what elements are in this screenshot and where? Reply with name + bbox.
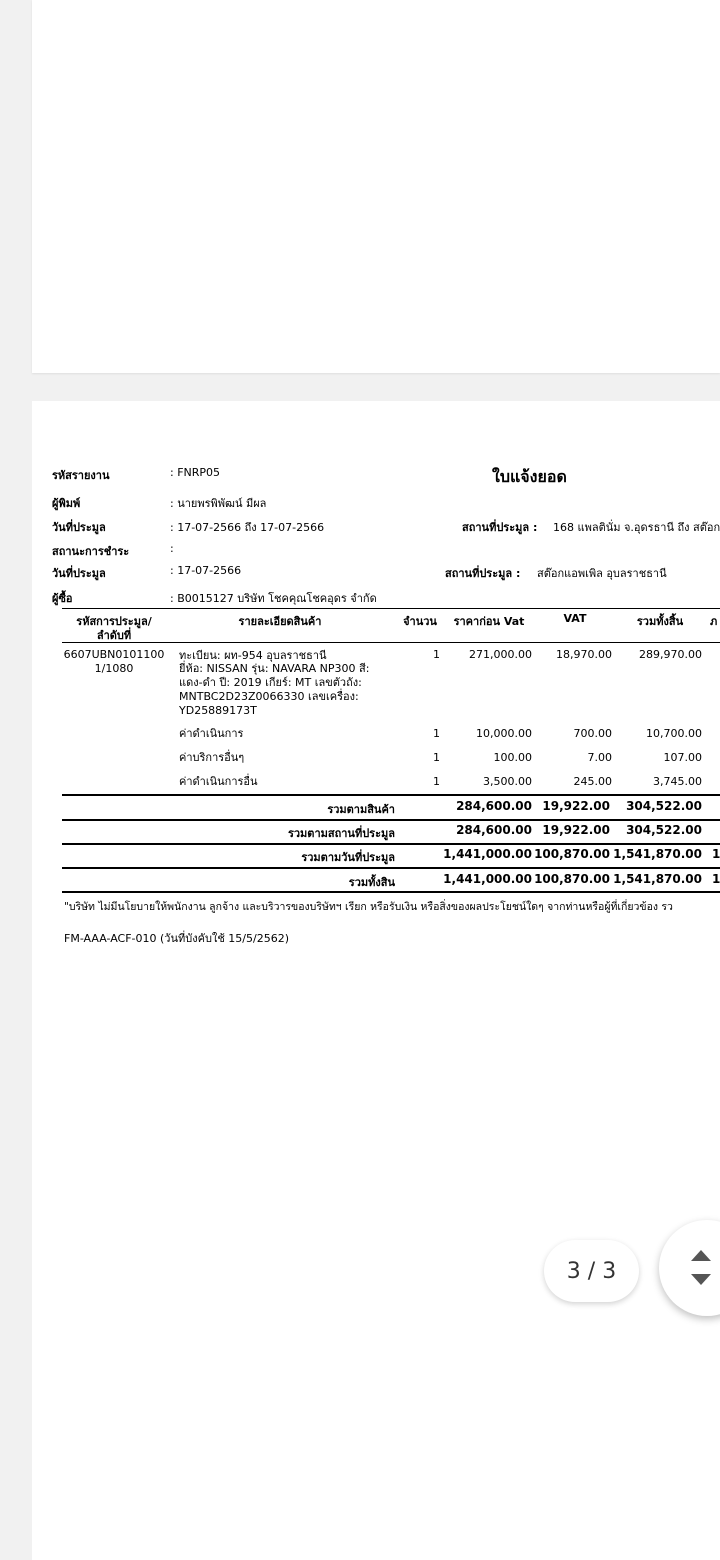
summary-before-vat: 284,600.00 <box>456 799 532 813</box>
summary-rule <box>62 794 720 796</box>
summary-label: รวมทั้งสิน <box>348 876 395 889</box>
summary-bottom-rule <box>62 891 720 893</box>
summary-label: รวมตามสถานที่ประมูล <box>287 827 395 840</box>
location-value-2: สต๊อกแอพเพิล อุบลราชธานี <box>537 567 667 580</box>
pdf-page-2 <box>32 0 720 373</box>
item-vat: 18,970.00 <box>556 648 612 661</box>
sub-item-name: ค่าดำเนินการอื่น <box>179 775 258 788</box>
item-detail-line: MNTBC2D23Z0066330 เลขเครื่อง: <box>179 690 359 703</box>
field-value-buyer: : B0015127 บริษัท โชคคุณโชคอุดร จำกัด <box>170 592 377 605</box>
field-value-payment-status: : <box>170 542 174 555</box>
sub-item-before-vat: 10,000.00 <box>476 727 532 740</box>
column-header-code-1: รหัสการประมูล/ <box>76 615 152 628</box>
item-code-line1: 6607UBN0101100 <box>63 648 165 661</box>
sub-item-qty: 1 <box>433 727 440 740</box>
field-label-report-code: รหัสรายงาน <box>52 469 110 482</box>
page-indicator-label: 3 / 3 <box>566 1258 617 1284</box>
summary-rule <box>62 867 720 869</box>
column-header-vat: VAT <box>563 612 587 625</box>
column-header-total: รวมทั้งสิ้น <box>636 615 684 628</box>
field-label-auction-date: วันที่ประมูล <box>52 567 106 580</box>
sub-item-total: 107.00 <box>663 751 702 764</box>
location-label-2: สถานที่ประมูล : <box>445 567 521 580</box>
form-code: FM-AAA-ACF-010 (วันที่บังคับใช้ 15/5/2562) <box>64 932 289 945</box>
sub-item-qty: 1 <box>433 775 440 788</box>
item-detail-line: ยี่ห้อ: NISSAN รุ่น: NAVARA NP300 สี: <box>179 662 370 675</box>
sub-item-name: ค่าบริการอื่นๆ <box>179 751 245 764</box>
field-value-printer: : นายพรพิพัฒน์ มีผล <box>170 497 267 510</box>
field-label-printer: ผู้พิมพ์ <box>52 497 81 510</box>
arrow-up-icon <box>691 1250 711 1261</box>
field-value-auction-date: : 17-07-2566 <box>170 564 242 577</box>
field-value-auction-date-range: : 17-07-2566 ถึง 17-07-2566 <box>170 521 325 534</box>
sub-item-before-vat: 3,500.00 <box>483 775 532 788</box>
sub-item-total: 10,700.00 <box>646 727 702 740</box>
location-value-1: 168 แพลตินั่ม จ.อุดรธานี ถึง สต๊อก <box>553 521 720 534</box>
sub-item-name: ค่าดำเนินการ <box>179 727 244 740</box>
item-total: 289,970.00 <box>639 648 702 661</box>
summary-extra: 1 <box>712 872 720 886</box>
sub-item-vat: 700.00 <box>573 727 612 740</box>
sub-item-vat: 7.00 <box>587 751 612 764</box>
column-header-code-2: ลำดับที่ <box>96 629 132 642</box>
field-label-buyer: ผู้ซื้อ <box>52 592 73 605</box>
summary-before-vat: 284,600.00 <box>456 823 532 837</box>
sub-item-vat: 245.00 <box>573 775 612 788</box>
report-title: ใบแจ้งยอด <box>492 467 567 486</box>
pdf-page-3 <box>32 401 720 1560</box>
item-detail-line: ทะเบียน: ผท-954 อุบลราชธานี <box>179 649 327 662</box>
header-bottom-rule <box>62 642 720 643</box>
item-qty: 1 <box>433 648 440 661</box>
summary-vat: 100,870.00 <box>534 847 610 861</box>
location-label-1: สถานที่ประมูล : <box>462 521 538 534</box>
column-header-qty: จำนวน <box>403 615 437 628</box>
column-header-before-vat: ราคาก่อน Vat <box>453 615 525 628</box>
field-value-report-code: : FNRP05 <box>170 466 221 479</box>
sub-item-total: 3,745.00 <box>653 775 702 788</box>
summary-label: รวมตามสินค้า <box>327 803 395 816</box>
summary-rule <box>62 843 720 845</box>
summary-label: รวมตามวันที่ประมูล <box>301 851 395 864</box>
summary-vat: 100,870.00 <box>534 872 610 886</box>
summary-total: 304,522.00 <box>626 823 702 837</box>
column-header-extra: ภ <box>710 615 718 628</box>
item-detail-line: YD25889173T <box>179 704 257 717</box>
disclaimer-text: "บริษัท ไม่มีนโยบายให้พนักงาน ลูกจ้าง และบริวารของบริษัทฯ เรียก หรือรับเงิน หรือสิ่งของผลประโยชน์ใดๆ จากท่านหรือผู้ที่เกี่ยวข้อง รว <box>64 901 673 913</box>
summary-vat: 19,922.00 <box>542 799 610 813</box>
summary-before-vat: 1,441,000.00 <box>443 847 532 861</box>
column-header-detail: รายละเอียดสินค้า <box>238 615 322 628</box>
summary-vat: 19,922.00 <box>542 823 610 837</box>
summary-total: 1,541,870.00 <box>613 847 702 861</box>
summary-before-vat: 1,441,000.00 <box>443 872 532 886</box>
item-code-line2: 1/1080 <box>94 662 134 675</box>
field-label-auction-date-range: วันที่ประมูล <box>52 521 106 534</box>
page-indicator[interactable] <box>544 1240 639 1302</box>
item-before-vat: 271,000.00 <box>469 648 532 661</box>
arrow-down-icon <box>691 1274 711 1285</box>
sub-item-qty: 1 <box>433 751 440 764</box>
table-top-rule <box>62 608 720 609</box>
sub-item-before-vat: 100.00 <box>493 751 532 764</box>
field-label-payment-status: สถานะการชำระ <box>52 545 130 558</box>
summary-extra: 1 <box>712 847 720 861</box>
summary-total: 1,541,870.00 <box>613 872 702 886</box>
summary-total: 304,522.00 <box>626 799 702 813</box>
item-detail-line: แดง-ดำ ปี: 2019 เกียร์: MT เลขตัวถัง: <box>179 676 362 689</box>
summary-rule <box>62 819 720 821</box>
